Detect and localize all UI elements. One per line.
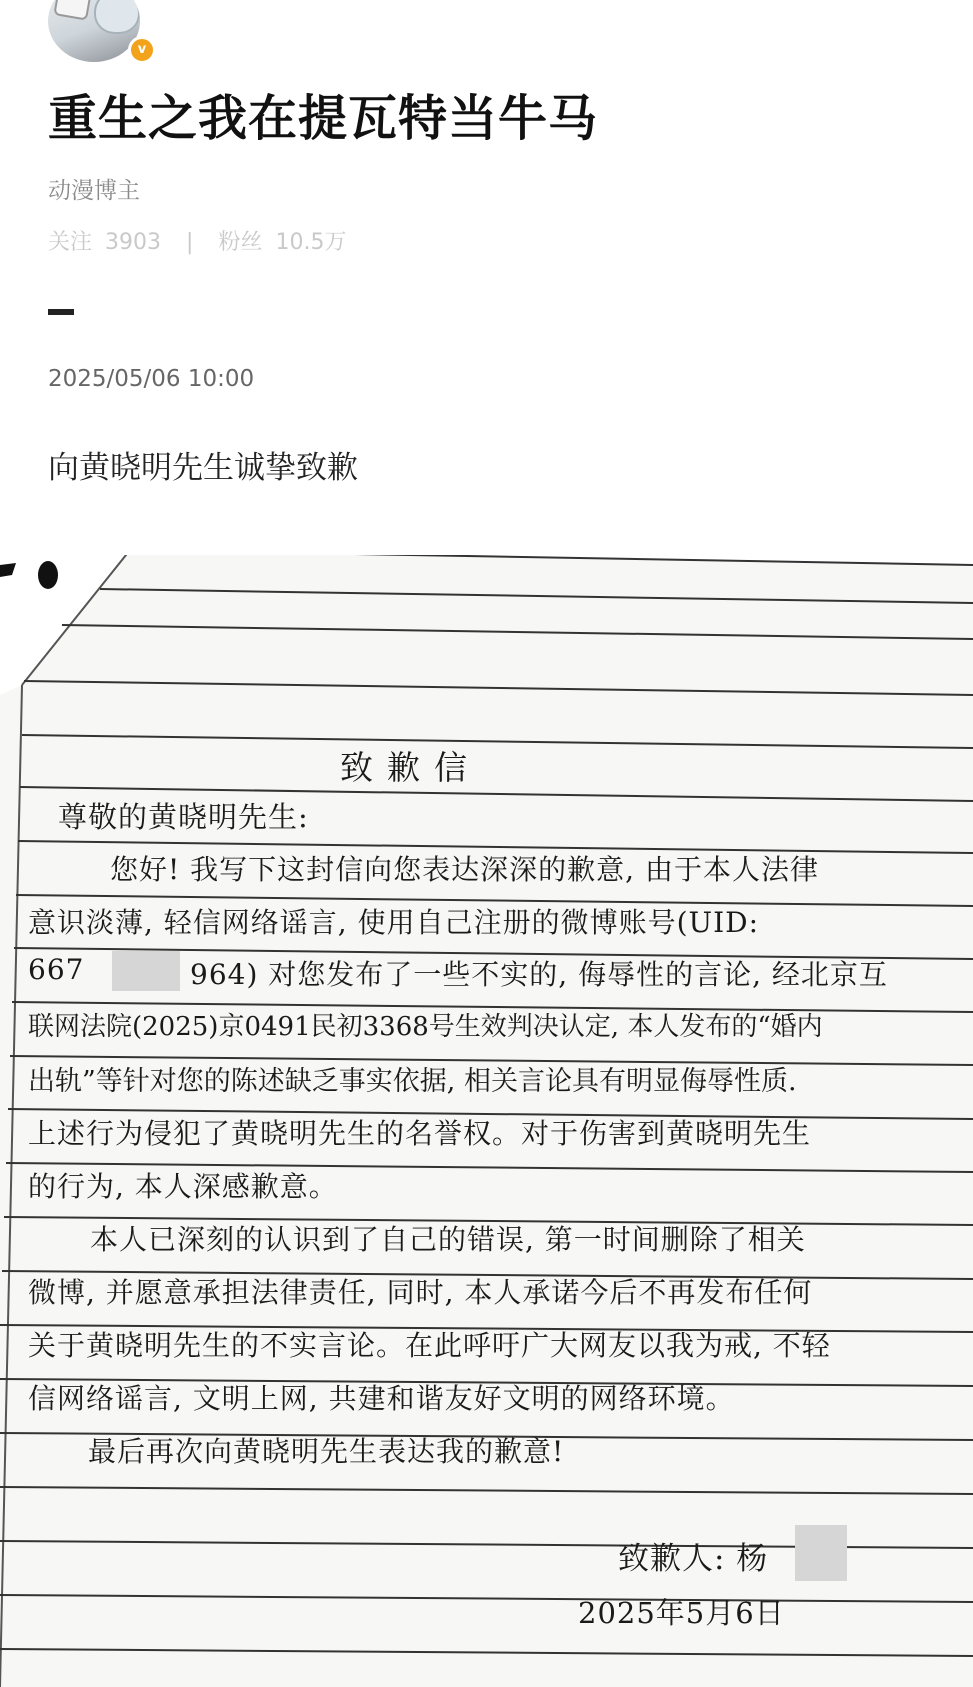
letter-image[interactable] xyxy=(0,555,973,1687)
letter-line: 您好! 我写下这封信向您表达深深的歉意, 由于本人法律 xyxy=(110,853,819,886)
letter-line: 本人已深刻的认识到了自己的错误, 第一时间删除了相关 xyxy=(90,1223,806,1256)
verified-badge-icon: v xyxy=(128,36,156,64)
letter-line: 关于黄晓明先生的不实言论。在此呼吁广大网友以我为戒, 不轻 xyxy=(28,1329,831,1362)
avatar-cat xyxy=(94,0,140,34)
followers-label: 粉丝 xyxy=(218,230,263,255)
signature-redaction xyxy=(795,1525,847,1581)
letter-line: 上述行为侵犯了黄晓明先生的名誉权。对于伤害到黄晓明先生 xyxy=(28,1117,812,1150)
letter-line: 意识淡薄, 轻信网络谣言, 使用自己注册的微博账号(UID: xyxy=(28,906,760,939)
followers-count: 10.5万 xyxy=(275,230,347,255)
following-label: 关注 xyxy=(48,230,93,255)
post-timestamp: 2025/05/06 10:00 xyxy=(48,366,255,392)
avatar-figure xyxy=(53,0,92,21)
letter-line: 信网络谣言, 文明上网, 共建和谐友好文明的网络环境。 xyxy=(28,1382,735,1415)
divider-dash xyxy=(48,309,74,315)
profile-stats xyxy=(48,225,346,256)
letter-line: 的行为, 本人深感歉意。 xyxy=(28,1170,338,1203)
letter-line: 667 xyxy=(28,953,85,986)
following-link[interactable] xyxy=(48,230,161,255)
following-count: 3903 xyxy=(105,230,162,255)
letter-line: 联网法院(2025)京0491民初3368号生效判决认定, 本人发布的“婚内 xyxy=(28,1012,823,1042)
letter-date: 2025年5月6日 xyxy=(578,1596,785,1630)
letter-line: 964) 对您发布了一些不实的, 侮辱性的言论, 经北京互 xyxy=(190,958,888,991)
uid-redaction xyxy=(112,951,180,991)
profile-role: 动漫博主 xyxy=(48,178,140,204)
stats-separator: | xyxy=(186,230,194,255)
letter-salutation: 尊敬的黄晓明先生: xyxy=(58,800,309,834)
followers-link[interactable] xyxy=(218,230,346,255)
profile-name[interactable]: 重生之我在提瓦特当牛马 xyxy=(48,90,599,147)
post-text: 向黄晓明先生诚挚致歉 xyxy=(48,450,358,486)
letter-heading: 致歉信 xyxy=(340,748,481,787)
letter-line: 最后再次向黄晓明先生表达我的歉意! xyxy=(88,1435,565,1468)
letter-line: 微博, 并愿意承担法律责任, 同时, 本人承诺今后不再发布任何 xyxy=(28,1276,813,1309)
avatar[interactable] xyxy=(48,0,140,62)
letter-signature: 致歉人: 杨 xyxy=(618,1541,769,1577)
letter-line: 出轨”等针对您的陈述缺乏事实依据, 相关言论具有明显侮辱性质. xyxy=(28,1066,797,1097)
